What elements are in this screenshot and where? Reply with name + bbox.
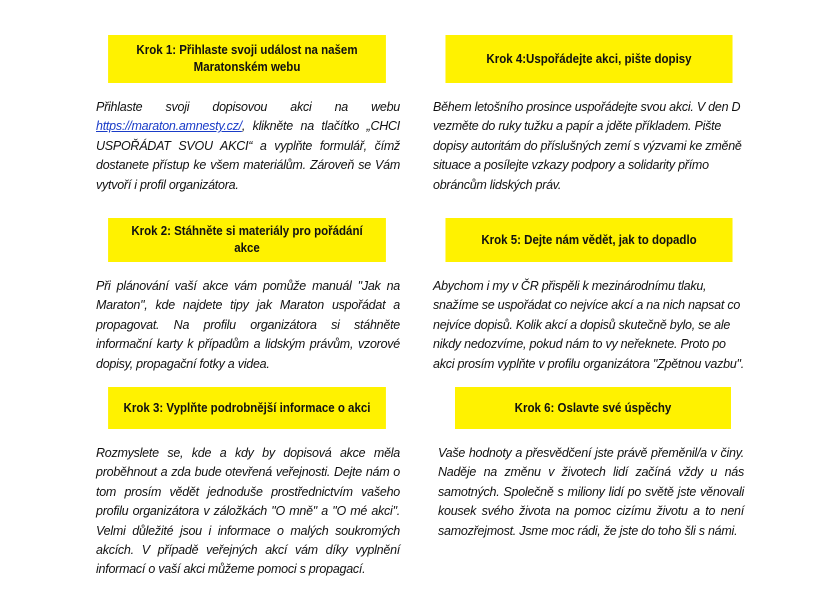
step-2-body: Při plánování vaší akce vám pomůže manuál "Jak na Maraton", kde najdete tipy jak Maraton uspořádat a propagovat. Na profilu organizátora si stáhněte informační karty k případům a lidským právům, vzorové dopisy, propagační fotky a videa. [96,279,400,371]
step-1-body [96,98,400,195]
step-1-text-before: Přihlaste svoji dopisovou akci na webu [96,100,400,114]
step-4-body: Během letošního prosince uspořádejte svou akci. V den D vezměte do ruky tužku a papír a jděte příkladem. Pište dopisy autoritám do příslušných zemí s výzvami ke změně situace a posílejte vzkazy podpory a solidarity přímo obráncům lidských práv. [433,100,742,192]
step-3-section [96,387,400,592]
step-5-body: Abychom i my v ČR přispěli k mezinárodnímu tlaku, snažíme se uspořádat co nejvíce akcí a na nich napsat co nejvíce dopisů. Kolik akcí a dopisů skutečně bylo, se ale nikdy nedozvíme, pokud nám to vy neřeknete. Proto po akci prosím vyplňte v profilu organizátora "Zpětnou vazbu". [433,279,744,371]
step-1-heading: Krok 1: Přihlaste svoji událost na našem Maratonském webu [108,35,386,83]
step-4-section [433,35,745,208]
step-6-section [438,387,744,554]
step-1-section [96,35,400,208]
step-3-body: Rozmyslete se, kde a kdy by dopisová akce měla proběhnout a zda bude otevřená veřejnosti. Dejte nám o tom prosím vědět jednoduše prostřednictvím vašeho profilu organizátora v záložkách "O mně" a "O mé akci". Velmi důležité jsou i informace o malých soukromých akcích. V případě veřejných akcí vám díky vyplnění informací o vaší akci můžeme pomoci s propagací. [96,446,400,577]
step-6-body: Vaše hodnoty a přesvědčení jste právě přeměnil/a v činy. Naděje na změnu v životech lidí začíná vždy u nás samotných. Společně s miliony lidí po světě jste věnovali kousek svého života na pomoc cizímu životu a to není samozřejmost. Jsme moc rádi, že jste do toho šli s námi. [438,446,744,538]
step-2-section [96,218,400,387]
maraton-web-link[interactable]: https://maraton.amnesty.cz/ [96,119,242,134]
step-2-heading: Krok 2: Stáhněte si materiály pro pořádání akce [108,218,386,262]
step-5-heading: Krok 5: Dejte nám vědět, jak to dopadlo [445,218,732,262]
step-5-section [433,218,745,387]
step-4-heading: Krok 4:Uspořádejte akci, pište dopisy [445,35,732,83]
step-1-text-after: , klikněte na tlačítko „CHCI USPOŘÁDAT SVOU AKCI“ a vyplňte formulář, čímž dostanete přístup ke všem materiálům. Zároveň se Vám vytvoří i profil organizátora. [96,119,400,192]
step-6-heading: Krok 6: Oslavte své úspěchy [455,387,731,429]
step-3-heading: Krok 3: Vyplňte podrobnější informace o akci [108,387,386,429]
